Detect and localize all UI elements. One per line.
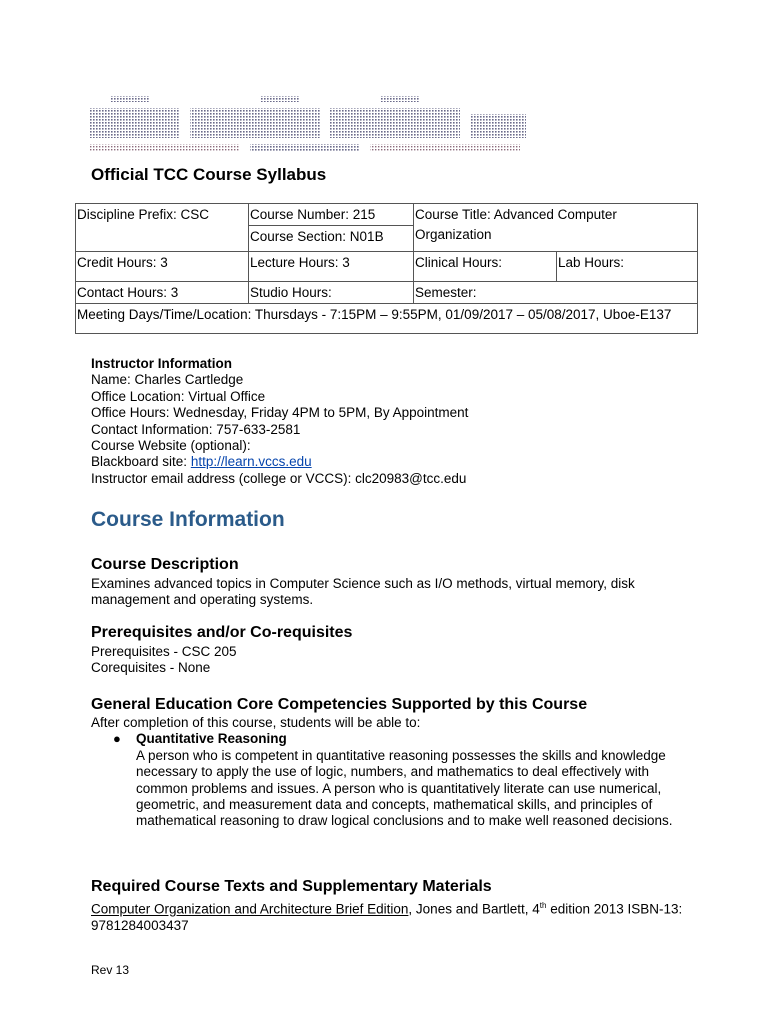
gen-ed-heading: General Education Core Competencies Supported by this Course <box>91 696 588 713</box>
competency-text: A person who is competent in quantitative reasoning possesses the skills and knowledge necessary to apply the use of logic, numbers, and mathematics to deal effectively with common problems and issues. A person who is quantitatively literate can use numerical, geometric, and measurement data and concepts, mathematical skills, and principles of mathematical reasoning to draw logical conclusions and to make well reasoned decisions. <box>136 747 673 829</box>
course-number-cell: Course Number: 215 <box>249 204 414 226</box>
book-isbn: edition 2013 ISBN-13: 9781284003437 <box>91 901 683 933</box>
instructor-email: Instructor email address (college or VCCS): clc20983@tcc.edu <box>91 470 467 486</box>
prerequisites-heading: Prerequisites and/or Co-requisites <box>91 624 353 641</box>
college-logo <box>90 92 530 162</box>
gen-ed-section <box>91 696 691 830</box>
discipline-prefix-cell: Discipline Prefix: CSC <box>76 204 249 252</box>
course-title-cell: Course Title: Advanced Computer Organization <box>414 204 698 252</box>
competency-title: Quantitative Reasoning <box>136 731 287 747</box>
contact-hours-cell: Contact Hours: 3 <box>76 282 249 304</box>
course-description-text: Examines advanced topics in Computer Science such as I/O methods, virtual memory, disk management and operating systems. <box>91 576 635 608</box>
lecture-hours-cell: Lecture Hours: 3 <box>249 252 414 282</box>
table-row <box>76 282 698 304</box>
instructor-information <box>91 356 468 487</box>
lab-hours-cell: Lab Hours: <box>557 252 698 282</box>
blackboard-link[interactable]: http://learn.vccs.edu <box>190 454 312 470</box>
prerequisites-section <box>91 624 691 677</box>
course-website: Course Website (optional): <box>91 438 251 454</box>
revision-footer: Rev 13 <box>91 963 130 977</box>
course-description-heading: Course Description <box>91 556 239 573</box>
course-section-cell: Course Section: N01B <box>249 226 414 252</box>
table-row <box>76 204 698 226</box>
semester-cell: Semester: <box>414 282 698 304</box>
table-row <box>76 252 698 282</box>
blackboard-label: Blackboard site: <box>91 454 191 470</box>
document-title: Official TCC Course Syllabus <box>91 165 327 184</box>
table-row <box>76 304 698 334</box>
book-publisher: , Jones and Bartlett, 4 <box>408 901 540 917</box>
course-texts-section <box>91 878 691 934</box>
competency-list <box>91 731 691 829</box>
course-text-citation <box>91 898 691 934</box>
clinical-hours-cell: Clinical Hours: <box>414 252 557 282</box>
office-hours: Office Hours: Wednesday, Friday 4PM to 5PM, By Appointment <box>91 405 469 421</box>
prerequisites-text: Prerequisites - CSC 205 <box>91 644 237 659</box>
gen-ed-intro: After completion of this course, students will be able to: <box>91 715 421 730</box>
bullet-icon: ● <box>113 731 121 747</box>
edition-superscript: th <box>539 901 547 910</box>
office-location: Office Location: Virtual Office <box>91 388 266 404</box>
meeting-cell: Meeting Days/Time/Location: Thursdays - 7:15PM – 9:55PM, 01/09/2017 – 05/08/2017, Uboe-E137 <box>76 304 698 334</box>
blackboard-line <box>91 454 468 470</box>
contact-information: Contact Information: 757-633-2581 <box>91 421 301 437</box>
instructor-name: Name: Charles Cartledge <box>91 372 244 388</box>
course-description-section <box>91 556 691 609</box>
list-item <box>91 731 691 829</box>
credit-hours-cell: Credit Hours: 3 <box>76 252 249 282</box>
instructor-heading: Instructor Information <box>91 356 232 371</box>
book-title: Computer Organization and Architecture Brief Edition <box>91 901 409 917</box>
course-texts-heading: Required Course Texts and Supplementary Materials <box>91 878 492 895</box>
studio-hours-cell: Studio Hours: <box>249 282 414 304</box>
course-information-heading: Course Information <box>91 508 285 531</box>
corequisites-text: Corequisites - None <box>91 660 211 676</box>
course-info-table <box>75 203 698 334</box>
